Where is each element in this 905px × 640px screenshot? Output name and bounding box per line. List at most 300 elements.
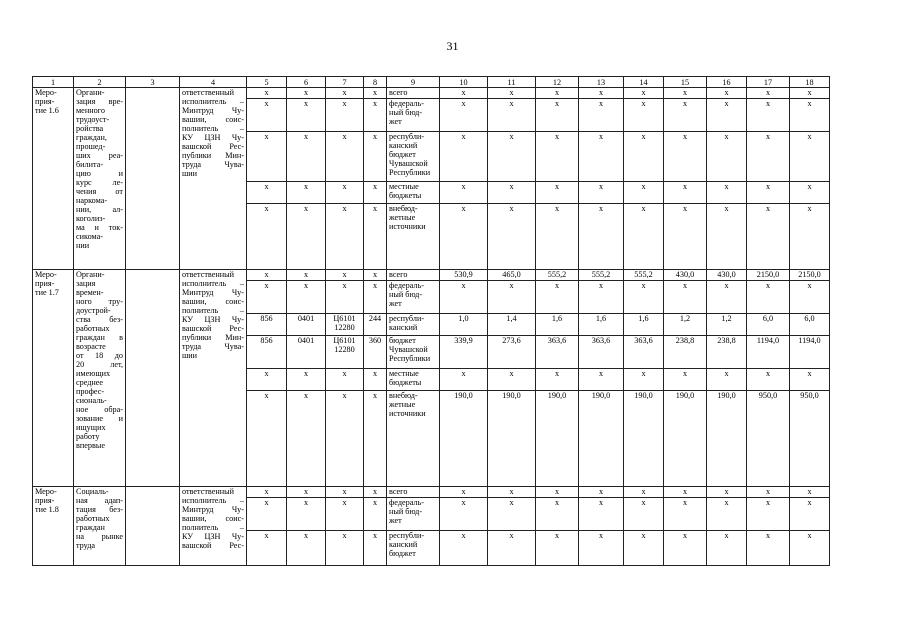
value-cell: x	[747, 182, 790, 204]
empty-cell	[126, 487, 180, 566]
text-line: исполнитель –	[182, 97, 244, 106]
text-line: канский	[389, 323, 418, 332]
value-cell: 190,0	[707, 391, 747, 487]
text-line: ответственный	[182, 270, 235, 279]
text-line: прия-	[35, 97, 55, 106]
value-cell: 555,2	[624, 270, 664, 281]
value-cell: x	[624, 498, 664, 531]
value-cell: x	[536, 369, 579, 391]
text-line: полнитель –	[182, 124, 244, 133]
value-cell: 1194,0	[747, 336, 790, 369]
value-cell: x	[664, 88, 707, 99]
text-line: 20 лет,	[76, 360, 123, 369]
code-cell: x	[247, 88, 287, 99]
text-line: шии	[182, 169, 198, 178]
value-cell: 950,0	[790, 391, 830, 487]
text-line: доустрой-	[76, 306, 111, 315]
text-line: работных	[76, 514, 110, 523]
text-line: работных	[76, 324, 110, 333]
value-cell: x	[747, 369, 790, 391]
code-cell: x	[287, 391, 326, 487]
text-line: вашской Рес-	[182, 324, 244, 333]
funding-source-cell	[387, 99, 440, 132]
code-cell: x	[247, 487, 287, 498]
column-number: 2	[74, 77, 126, 88]
code-cell: x	[326, 270, 364, 281]
funding-source-cell	[387, 204, 440, 270]
code-cell: Ц6101 12280	[326, 336, 364, 369]
value-cell: x	[664, 487, 707, 498]
text-line: шии	[182, 351, 198, 360]
code-cell: x	[326, 204, 364, 270]
code-cell: x	[247, 531, 287, 566]
code-cell: x	[326, 132, 364, 182]
value-cell: x	[624, 88, 664, 99]
value-cell: x	[488, 487, 536, 498]
value-cell: x	[790, 369, 830, 391]
funding-source-cell	[387, 270, 440, 281]
text-line: жетные	[389, 213, 416, 222]
value-cell: 1,2	[664, 314, 707, 336]
column-number: 16	[707, 77, 747, 88]
text-line: нии	[76, 241, 90, 250]
value-cell: x	[536, 498, 579, 531]
value-cell: x	[440, 182, 488, 204]
value-cell: x	[440, 498, 488, 531]
code-cell: 0401	[287, 336, 326, 369]
text-line: бюджет	[389, 150, 416, 159]
value-cell: x	[790, 281, 830, 314]
code-cell: 856	[247, 336, 287, 369]
text-line: тие 1.6	[35, 106, 59, 115]
text-line: федераль-	[389, 498, 424, 507]
value-cell: 363,6	[624, 336, 664, 369]
text-line: Республики	[389, 168, 431, 177]
column-number: 4	[180, 77, 247, 88]
text-line: граждан,	[76, 133, 107, 142]
text-line: имеющих	[76, 369, 111, 378]
value-cell: 1,2	[707, 314, 747, 336]
code-cell: x	[287, 281, 326, 314]
code-cell: 856	[247, 314, 287, 336]
code-cell: x	[287, 132, 326, 182]
event-name-cell	[74, 270, 126, 487]
code-cell: x	[287, 498, 326, 531]
text-line: всего	[389, 88, 408, 97]
code-cell: x	[364, 531, 387, 566]
value-cell: x	[707, 369, 747, 391]
value-cell: x	[790, 182, 830, 204]
text-line: бюджет	[389, 336, 416, 345]
value-cell: x	[664, 369, 707, 391]
text-line: КУ ЦЗН Чу-	[182, 532, 244, 541]
text-line: ответственный	[182, 88, 235, 97]
text-line: федераль-	[389, 281, 424, 290]
value-cell: x	[488, 132, 536, 182]
column-number: 10	[440, 77, 488, 88]
code-cell: x	[247, 281, 287, 314]
text-line: вашии, соис-	[182, 115, 244, 124]
value-cell: x	[747, 281, 790, 314]
column-number: 18	[790, 77, 830, 88]
column-number: 13	[579, 77, 624, 88]
text-line: исполнитель –	[182, 496, 244, 505]
text-line: полнитель –	[182, 523, 244, 532]
value-cell: x	[579, 531, 624, 566]
code-cell: x	[326, 99, 364, 132]
text-line: источники	[389, 222, 426, 231]
code-cell: x	[364, 88, 387, 99]
text-line: бюджет	[389, 549, 416, 558]
text-line: ответственный	[182, 487, 235, 496]
text-line: республи-	[389, 132, 425, 141]
code-cell: x	[247, 369, 287, 391]
text-line: местные	[389, 182, 419, 191]
column-number: 12	[536, 77, 579, 88]
text-line: Чувашской	[389, 159, 428, 168]
text-line: Чувашской	[389, 345, 428, 354]
text-line: прия-	[35, 279, 55, 288]
value-cell: 1,6	[579, 314, 624, 336]
text-line: Меро-	[35, 487, 57, 496]
event-name-cell	[74, 88, 126, 270]
text-line: публики Мин-	[182, 151, 244, 160]
empty-cell	[126, 270, 180, 487]
table-row	[33, 487, 830, 498]
value-cell: x	[488, 531, 536, 566]
text-line: работу	[76, 432, 100, 441]
value-cell: x	[707, 132, 747, 182]
value-cell: x	[747, 531, 790, 566]
text-line: Меро-	[35, 270, 57, 279]
code-cell: x	[287, 270, 326, 281]
value-cell: x	[624, 487, 664, 498]
text-line: ройства	[76, 124, 104, 133]
column-number: 11	[488, 77, 536, 88]
code-cell: x	[247, 182, 287, 204]
value-cell: x	[488, 498, 536, 531]
text-line: вашии, соис-	[182, 514, 244, 523]
value-cell: x	[747, 132, 790, 182]
value-cell: x	[747, 498, 790, 531]
column-number: 15	[664, 77, 707, 88]
text-line: граждан	[76, 523, 105, 532]
text-line: внебюд-	[389, 391, 418, 400]
text-line: ный бюд-	[389, 290, 423, 299]
value-cell: x	[707, 99, 747, 132]
value-cell: x	[579, 487, 624, 498]
value-cell: x	[664, 281, 707, 314]
value-cell: 2150,0	[790, 270, 830, 281]
code-cell: x	[364, 391, 387, 487]
text-line: бюджеты	[389, 191, 422, 200]
column-number-row	[33, 77, 830, 88]
code-cell: x	[326, 531, 364, 566]
funding-source-cell	[387, 391, 440, 487]
value-cell: x	[624, 369, 664, 391]
value-cell: 530,9	[440, 270, 488, 281]
code-cell: x	[287, 99, 326, 132]
text-line: зация вре-	[76, 97, 123, 106]
code-cell: Ц6101 12280	[326, 314, 364, 336]
value-cell: 238,8	[707, 336, 747, 369]
funding-source-cell	[387, 487, 440, 498]
text-line: наркома-	[76, 196, 108, 205]
value-cell: 190,0	[579, 391, 624, 487]
value-cell: x	[579, 132, 624, 182]
value-cell: x	[488, 88, 536, 99]
table-row	[33, 88, 830, 99]
value-cell: x	[624, 531, 664, 566]
code-cell: x	[326, 498, 364, 531]
column-number: 6	[287, 77, 326, 88]
value-cell: x	[440, 531, 488, 566]
code-cell: x	[287, 369, 326, 391]
text-line: канский	[389, 141, 418, 150]
text-line: Республики	[389, 354, 431, 363]
value-cell: x	[536, 132, 579, 182]
text-line: жет	[389, 516, 402, 525]
value-cell: x	[488, 204, 536, 270]
code-cell: x	[287, 182, 326, 204]
value-cell: 1,4	[488, 314, 536, 336]
value-cell: x	[790, 204, 830, 270]
value-cell: x	[707, 182, 747, 204]
column-number: 3	[126, 77, 180, 88]
value-cell: x	[440, 88, 488, 99]
text-line: Меро-	[35, 88, 57, 97]
value-cell: 1,6	[624, 314, 664, 336]
value-cell: 430,0	[707, 270, 747, 281]
code-cell: x	[364, 182, 387, 204]
code-cell: 360	[364, 336, 387, 369]
text-line: прошед-	[76, 142, 106, 151]
text-line: труда Чува-	[182, 160, 244, 169]
text-line: Минтруд Чу-	[182, 505, 244, 514]
code-cell: x	[287, 88, 326, 99]
funding-source-cell	[387, 369, 440, 391]
text-line: сиональ-	[76, 396, 107, 405]
text-line: ства без-	[76, 315, 123, 324]
value-cell: 465,0	[488, 270, 536, 281]
code-cell: x	[247, 132, 287, 182]
text-line: Органи-	[76, 88, 105, 97]
code-cell: x	[326, 88, 364, 99]
value-cell: 1194,0	[790, 336, 830, 369]
value-cell: x	[536, 531, 579, 566]
code-cell: x	[364, 281, 387, 314]
text-line: на рынке	[76, 532, 123, 541]
text-line: ный бюд-	[389, 507, 423, 516]
text-line: среднее	[76, 378, 104, 387]
code-cell: x	[364, 270, 387, 281]
text-line: ма и ток-	[76, 223, 123, 232]
funding-source-cell	[387, 88, 440, 99]
value-cell: x	[488, 281, 536, 314]
value-cell: x	[579, 498, 624, 531]
value-cell: x	[707, 498, 747, 531]
value-cell: x	[707, 531, 747, 566]
value-cell: x	[440, 369, 488, 391]
text-line: профес-	[76, 387, 105, 396]
value-cell: x	[790, 498, 830, 531]
code-cell: x	[287, 531, 326, 566]
text-line: зование и	[76, 414, 123, 423]
text-line: ших реа-	[76, 151, 123, 160]
text-line: граждан в	[76, 333, 123, 342]
text-line: тация без-	[76, 505, 123, 514]
table-row	[33, 270, 830, 281]
value-cell: x	[664, 498, 707, 531]
value-cell: 190,0	[488, 391, 536, 487]
value-cell: x	[747, 88, 790, 99]
text-line: труда	[76, 541, 96, 550]
value-cell: x	[440, 99, 488, 132]
event-cell	[33, 88, 74, 270]
text-line: трудоуст-	[76, 115, 110, 124]
value-cell: 363,6	[536, 336, 579, 369]
column-number: 17	[747, 77, 790, 88]
column-number: 5	[247, 77, 287, 88]
funding-source-cell	[387, 336, 440, 369]
value-cell: 190,0	[664, 391, 707, 487]
text-line: Органи-	[76, 270, 105, 279]
text-line: прия-	[35, 496, 55, 505]
text-line: жет	[389, 299, 402, 308]
column-number: 1	[33, 77, 74, 88]
value-cell: x	[624, 182, 664, 204]
value-cell: x	[747, 487, 790, 498]
code-cell: x	[326, 281, 364, 314]
text-line: республи-	[389, 531, 425, 540]
value-cell: x	[624, 99, 664, 132]
value-cell: 1,0	[440, 314, 488, 336]
value-cell: x	[790, 132, 830, 182]
text-line: вашской Рес-	[182, 541, 244, 550]
text-line: Социаль-	[76, 487, 109, 496]
value-cell: x	[664, 182, 707, 204]
value-cell: x	[440, 281, 488, 314]
value-cell: x	[536, 487, 579, 498]
value-cell: 6,0	[790, 314, 830, 336]
value-cell: x	[790, 531, 830, 566]
text-line: Минтруд Чу-	[182, 106, 244, 115]
text-line: КУ ЦЗН Чу-	[182, 315, 244, 324]
value-cell: 363,6	[579, 336, 624, 369]
text-line: полнитель –	[182, 306, 244, 315]
column-number: 7	[326, 77, 364, 88]
funding-source-cell	[387, 132, 440, 182]
value-cell: 190,0	[536, 391, 579, 487]
text-line: сикома-	[76, 232, 104, 241]
text-line: тие 1.8	[35, 505, 59, 514]
value-cell: x	[536, 204, 579, 270]
value-cell: x	[747, 99, 790, 132]
code-cell: x	[326, 391, 364, 487]
value-cell: x	[579, 281, 624, 314]
text-line: цию и	[76, 169, 123, 178]
funding-source-cell	[387, 281, 440, 314]
value-cell: x	[579, 204, 624, 270]
value-cell: x	[664, 204, 707, 270]
executor-cell	[180, 270, 247, 487]
value-cell: x	[579, 88, 624, 99]
text-line: коголиз-	[76, 214, 106, 223]
text-line: тие 1.7	[35, 288, 59, 297]
text-line: источники	[389, 409, 426, 418]
text-line: менного	[76, 106, 105, 115]
value-cell: x	[664, 531, 707, 566]
funding-source-cell	[387, 182, 440, 204]
text-line: билита-	[76, 160, 104, 169]
text-line: вашской Рес-	[182, 142, 244, 151]
event-cell	[33, 270, 74, 487]
column-number: 9	[387, 77, 440, 88]
column-number: 8	[364, 77, 387, 88]
value-cell: x	[579, 182, 624, 204]
code-cell: 0401	[287, 314, 326, 336]
value-cell: x	[707, 487, 747, 498]
funding-source-cell	[387, 498, 440, 531]
text-line: ная адап-	[76, 496, 123, 505]
code-cell: x	[247, 204, 287, 270]
text-line: впервые	[76, 441, 105, 450]
text-line: зация	[76, 279, 96, 288]
value-cell: 555,2	[579, 270, 624, 281]
value-cell: x	[624, 281, 664, 314]
text-line: канский	[389, 540, 418, 549]
value-cell: x	[440, 487, 488, 498]
value-cell: x	[664, 99, 707, 132]
executor-cell	[180, 487, 247, 566]
code-cell: x	[364, 487, 387, 498]
value-cell: x	[488, 182, 536, 204]
value-cell: x	[790, 99, 830, 132]
text-line: ный бюд-	[389, 108, 423, 117]
value-cell: 430,0	[664, 270, 707, 281]
event-name-cell	[74, 487, 126, 566]
text-line: ного тру-	[76, 297, 123, 306]
value-cell: x	[579, 99, 624, 132]
text-line: местные	[389, 369, 419, 378]
value-cell: 190,0	[440, 391, 488, 487]
value-cell: x	[488, 99, 536, 132]
code-cell: x	[326, 369, 364, 391]
value-cell: x	[536, 182, 579, 204]
value-cell: x	[790, 487, 830, 498]
value-cell: x	[440, 132, 488, 182]
text-line: труда Чува-	[182, 342, 244, 351]
text-line: от 18 до	[76, 351, 123, 360]
value-cell: 1,6	[536, 314, 579, 336]
funding-source-cell	[387, 531, 440, 566]
text-line: жет	[389, 117, 402, 126]
value-cell: x	[579, 369, 624, 391]
text-line: КУ ЦЗН Чу-	[182, 133, 244, 142]
text-line: чения от	[76, 187, 123, 196]
code-cell: x	[326, 182, 364, 204]
value-cell: 6,0	[747, 314, 790, 336]
executor-cell	[180, 88, 247, 270]
text-line: бюджеты	[389, 378, 422, 387]
code-cell: x	[287, 487, 326, 498]
event-cell	[33, 487, 74, 566]
value-cell: x	[624, 132, 664, 182]
value-cell: x	[707, 88, 747, 99]
value-cell: 555,2	[536, 270, 579, 281]
code-cell: x	[364, 369, 387, 391]
value-cell: 339,9	[440, 336, 488, 369]
